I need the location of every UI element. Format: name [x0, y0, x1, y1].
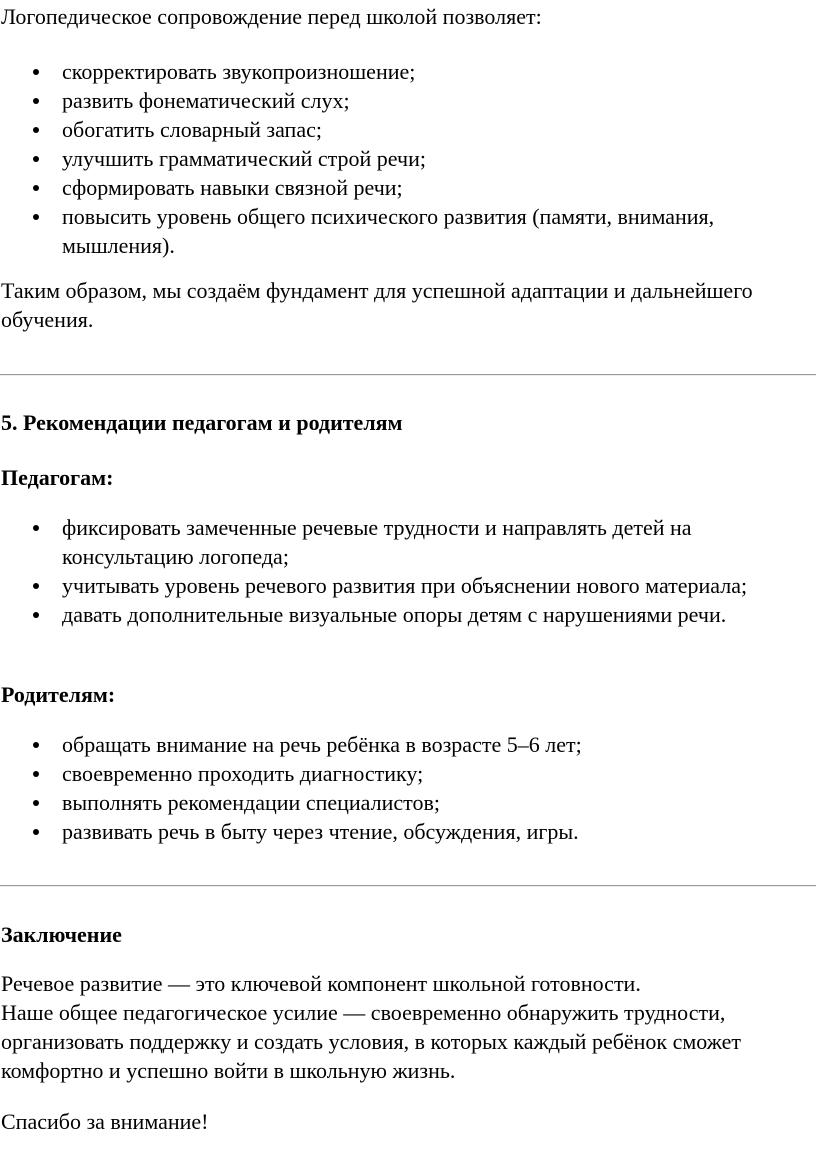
list-item: развивать речь в быту через чтение, обсуждения, игры.	[62, 817, 816, 846]
list-item: улучшить грамматический строй речи;	[62, 144, 816, 173]
benefits-list	[0, 57, 816, 260]
parents-heading: Родителям:	[1, 682, 116, 707]
list-item: сформировать навыки связной речи;	[62, 173, 816, 202]
list-item: скорректировать звукопроизношение;	[62, 57, 816, 86]
parents-list	[0, 730, 816, 846]
thanks-paragraph: Спасибо за внимание!	[1, 1109, 209, 1134]
intro-paragraph: Логопедическое сопровождение перед школой позволяет:	[1, 4, 542, 29]
list-item: выполнять рекомендации специалистов;	[62, 788, 816, 817]
section-divider	[0, 885, 816, 887]
list-item: своевременно проходить диагностику;	[62, 759, 816, 788]
list-item: повысить уровень общего психического развития (памяти, внимания, мышления).	[62, 202, 816, 260]
conclusion-line: Речевое развитие — это ключевой компонент школьной готовности.	[1, 971, 641, 996]
conclusion-text	[0, 969, 815, 1085]
section-divider	[0, 374, 816, 376]
list-item: учитывать уровень речевого развития при объяснении нового материала;	[62, 571, 816, 600]
teachers-heading: Педагогам:	[1, 465, 114, 490]
list-item: развить фонематический слух;	[62, 86, 816, 115]
list-item: обращать внимание на речь ребёнка в возрасте 5–6 лет;	[62, 730, 816, 759]
list-item: давать дополнительные визуальные опоры детям с нарушениями речи.	[62, 600, 816, 629]
conclusion-heading: Заключение	[1, 922, 122, 947]
list-item: фиксировать замеченные речевые трудности и направлять детей на консультацию логопеда;	[62, 513, 816, 571]
summary-paragraph: Таким образом, мы создаём фундамент для успешной адаптации и дальнейшего обучения.	[1, 278, 753, 332]
section-heading: 5. Рекомендации педагогам и родителям	[1, 410, 403, 435]
list-item: обогатить словарный запас;	[62, 115, 816, 144]
conclusion-line: Наше общее педагогическое усилие — своевременно обнаружить трудности, организовать поддержку и создать условия, в которых каждый ребёнок сможет комфортно и успешно войти в школьную жизнь.	[1, 1000, 742, 1083]
teachers-list	[0, 513, 816, 629]
